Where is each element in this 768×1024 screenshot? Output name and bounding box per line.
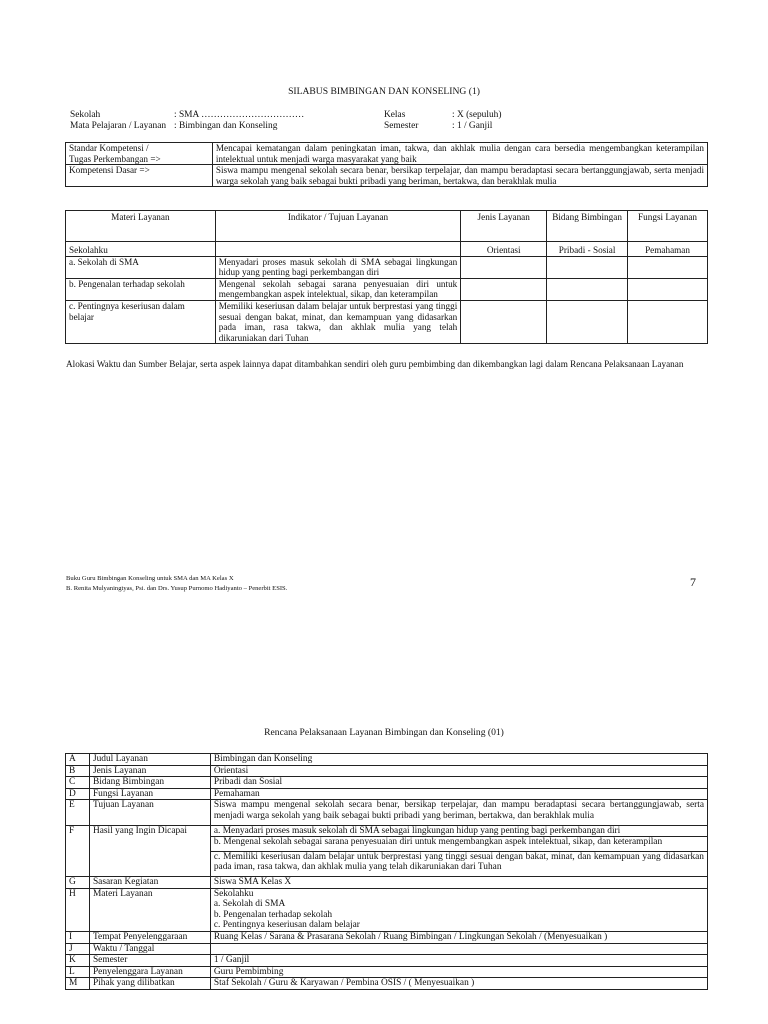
materi-item: c. Pentingnya keseriusan dalam belajar bbox=[66, 300, 216, 343]
sk-label-line-2: Tugas Perkembangan => bbox=[69, 153, 161, 164]
fungsi-value: Pemahaman bbox=[628, 242, 708, 257]
kompetensi-dasar-label: Kompetensi Dasar => bbox=[66, 165, 213, 187]
rpl-value bbox=[210, 943, 707, 955]
materi-table-header bbox=[66, 211, 708, 242]
materi-item: a. Sekolah di SMA bbox=[213, 899, 286, 910]
materi-row bbox=[66, 278, 708, 300]
rpl-code: D bbox=[66, 788, 90, 800]
jenis-value: Orientasi bbox=[461, 242, 547, 257]
rpl-label: Hasil yang Ingin Dicapai bbox=[89, 825, 210, 876]
rpl-label: Fungsi Layanan bbox=[89, 788, 210, 800]
rpl-code: J bbox=[66, 943, 90, 955]
fungsi-cell bbox=[628, 300, 708, 343]
indikator-item: Menyadari proses masuk sekolah di SMA sebagai lingkungan hidup yang penting bagi perkembangan diri bbox=[215, 256, 461, 278]
kompetensi-dasar-value: Siswa mampu mengenal sekolah secara benar, bersikap terpelajar, dan mampu beradaptasi secara bertanggungjawab, serta menjadi warga sekolah yang baik sebagai bukti pribadi yang beriman, bertakwa, dan berakhlak mulia bbox=[212, 165, 707, 187]
rpl-code: E bbox=[66, 800, 90, 825]
rpl-code: C bbox=[66, 777, 90, 789]
kelas-value: : X (sepuluh) bbox=[452, 110, 502, 120]
rpl-value bbox=[210, 888, 707, 931]
mapel-label: Mata Pelajaran / Layanan bbox=[70, 121, 167, 131]
bidang-cell bbox=[547, 256, 628, 278]
rpl-code: L bbox=[66, 966, 90, 978]
fungsi-cell bbox=[628, 256, 708, 278]
bidang-cell bbox=[547, 300, 628, 343]
rpl-value: Siswa mampu mengenal sekolah secara benar, bersikap terpelajar, dan mampu beradaptasi secara bertanggungjawab, serta menjadi warga sekolah yang baik sebagai bukti pribadi yang beriman, bertakwa, dan berakhlak mulia bbox=[210, 800, 707, 825]
rpl-code: M bbox=[66, 978, 90, 990]
materi-row bbox=[66, 256, 708, 278]
fungsi-cell bbox=[628, 278, 708, 300]
hasil-item: b. Mengenal sekolah sebagai sarana penyesuaian diri untuk mengembangkan aspek intelektual, sikap, dan keterampilan bbox=[210, 837, 707, 852]
materi-item: a. Sekolah di SMA bbox=[66, 256, 216, 278]
head-bidang: Bidang Bimbingan bbox=[547, 211, 628, 242]
silabus-title: SILABUS BIMBINGAN DAN KONSELING (1) bbox=[288, 86, 480, 97]
rpl-value: Staf Sekolah / Guru & Karyawan / Pembina OSIS / ( Menyesuaikan ) bbox=[210, 978, 707, 990]
standar-kompetensi-label bbox=[66, 143, 213, 165]
rpl-row bbox=[66, 931, 708, 943]
head-jenis: Jenis Layanan bbox=[461, 211, 547, 242]
sekolah-value: : SMA …………………………… bbox=[174, 110, 305, 120]
rpl-code: G bbox=[66, 876, 90, 888]
jenis-cell bbox=[461, 278, 547, 300]
materi-table bbox=[65, 210, 708, 344]
head-materi: Materi Layanan bbox=[66, 211, 216, 242]
rpl-label: Penyelenggara Layanan bbox=[89, 966, 210, 978]
sekolah-label: Sekolah bbox=[70, 110, 101, 120]
rpl-label: Pihak yang dilibatkan bbox=[89, 978, 210, 990]
jenis-cell bbox=[461, 256, 547, 278]
rpl-value: Guru Pembimbing bbox=[210, 966, 707, 978]
rpl-label: Tempat Penyelenggaraan bbox=[89, 931, 210, 943]
materi-item: b. Pengenalan terhadap sekolah bbox=[213, 909, 333, 920]
sk-label-line-1: Standar Kompetensi / bbox=[69, 143, 149, 153]
mapel-value: : Bimbingan dan Konseling bbox=[174, 121, 278, 131]
rpl-label: Sasaran Kegiatan bbox=[89, 876, 210, 888]
materi-item: b. Pengenalan terhadap sekolah bbox=[66, 278, 216, 300]
rpl-code: A bbox=[66, 754, 90, 766]
kelas-label: Kelas bbox=[384, 110, 406, 120]
materi-root: Sekolahku bbox=[66, 242, 216, 257]
bidang-cell bbox=[547, 278, 628, 300]
rpl-code: B bbox=[66, 765, 90, 777]
rpl-value: Ruang Kelas / Sarana & Prasarana Sekolah / Ruang Bimbingan / Lingkungan Sekolah / (Menyesuaikan ) bbox=[210, 931, 707, 943]
rpl-row bbox=[66, 777, 708, 789]
rpl-code: I bbox=[66, 931, 90, 943]
rpl-title: Rencana Pelaksanaan Layanan Bimbingan dan Konseling (01) bbox=[264, 727, 504, 738]
rpl-row bbox=[66, 978, 708, 990]
rpl-label: Tujuan Layanan bbox=[89, 800, 210, 825]
materi-row bbox=[66, 300, 708, 343]
rpl-code: F bbox=[66, 825, 90, 876]
rpl-row bbox=[66, 966, 708, 978]
rpl-row bbox=[66, 955, 708, 967]
footer-authors: B. Renita Mulyaningtyas, Psi. dan Drs. Yusup Purnomo Hadiyanto – Penerbit ESIS. bbox=[66, 585, 288, 592]
rpl-row bbox=[66, 788, 708, 800]
rpl-row bbox=[66, 754, 708, 766]
rpl-label: Bidang Bimbingan bbox=[89, 777, 210, 789]
materi-root-row bbox=[66, 242, 708, 257]
rpl-value: Bimbingan dan Konseling bbox=[210, 754, 707, 766]
rpl-value: Orientasi bbox=[210, 765, 707, 777]
rpl-code: H bbox=[66, 888, 90, 931]
rpl-value: Pemahaman bbox=[210, 788, 707, 800]
rpl-value: Siswa SMA Kelas X bbox=[210, 876, 707, 888]
semester-value: : 1 / Ganjil bbox=[452, 121, 493, 131]
rpl-row bbox=[66, 800, 708, 825]
materi-root-indikator bbox=[215, 242, 461, 257]
rpl-table bbox=[65, 753, 708, 990]
rpl-row bbox=[66, 876, 708, 888]
page-footer bbox=[66, 574, 287, 594]
rpl-label: Semester bbox=[89, 955, 210, 967]
rpl-label: Jenis Layanan bbox=[89, 765, 210, 777]
alokasi-note: Alokasi Waktu dan Sumber Belajar, serta aspek lainnya dapat ditambahkan sendiri oleh guru pembimbing dan dikembangkan lagi dalam Rencana Pelaksanaan Layanan bbox=[66, 359, 684, 369]
rpl-value: Pribadi dan Sosial bbox=[210, 777, 707, 789]
page-number: 7 bbox=[690, 575, 696, 589]
indikator-item: Memiliki keseriusan dalam belajar untuk berprestasi yang tinggi sesuai dengan bakat, minat, dan kemampuan yang didasarkan pada iman, rasa takwa, dan akhlak mulia yang telah dikaruniakan dari Tuhan bbox=[215, 300, 461, 343]
hasil-item: a. Menyadari proses masuk sekolah di SMA sebagai lingkungan hidup yang penting bagi perkembangan diri bbox=[210, 825, 707, 837]
rpl-label: Waktu / Tanggal bbox=[89, 943, 210, 955]
semester-label: Semester bbox=[384, 121, 419, 131]
standar-kompetensi-row bbox=[66, 143, 708, 165]
footer-book-title: Buku Guru Bimbingan Konseling untuk SMA dan MA Kelas X bbox=[66, 575, 234, 582]
head-indikator: Indikator / Tujuan Layanan bbox=[215, 211, 461, 242]
materi-item: c. Pentingnya keseriusan dalam belajar bbox=[213, 920, 360, 931]
jenis-cell bbox=[461, 300, 547, 343]
kompetensi-dasar-row bbox=[66, 165, 708, 187]
indikator-item: Mengenal sekolah sebagai sarana penyesuaian diri untuk mengembangkan aspek intelektual, sikap, dan keterampilan bbox=[215, 278, 461, 300]
rpl-row-f bbox=[66, 825, 708, 837]
head-fungsi: Fungsi Layanan bbox=[628, 211, 708, 242]
rpl-row-h bbox=[66, 888, 708, 931]
rpl-label: Materi Layanan bbox=[89, 888, 210, 931]
rpl-value: 1 / Ganjil bbox=[210, 955, 707, 967]
materi-root: Sekolahku bbox=[213, 888, 254, 899]
standar-kompetensi-value: Mencapai kematangan dalam peningkatan iman, takwa, dan akhlak mulia dengan cara bersedia mengembangkan keterampilan intelektual untuk menjadi warga masyarakat yang baik bbox=[212, 143, 707, 165]
rpl-label: Judul Layanan bbox=[89, 754, 210, 766]
rpl-code: K bbox=[66, 955, 90, 967]
rpl-row bbox=[66, 943, 708, 955]
hasil-item: c. Memiliki keseriusan dalam belajar untuk berprestasi yang tinggi sesuai dengan bakat, minat, dan kemampuan yang didasarkan pada iman, rasa takwa, dan akhlak mulia yang telah dikaruniakan dari Tuhan bbox=[210, 851, 707, 876]
rpl-row bbox=[66, 765, 708, 777]
kompetensi-table bbox=[65, 142, 708, 187]
bidang-value: Pribadi - Sosial bbox=[547, 242, 628, 257]
